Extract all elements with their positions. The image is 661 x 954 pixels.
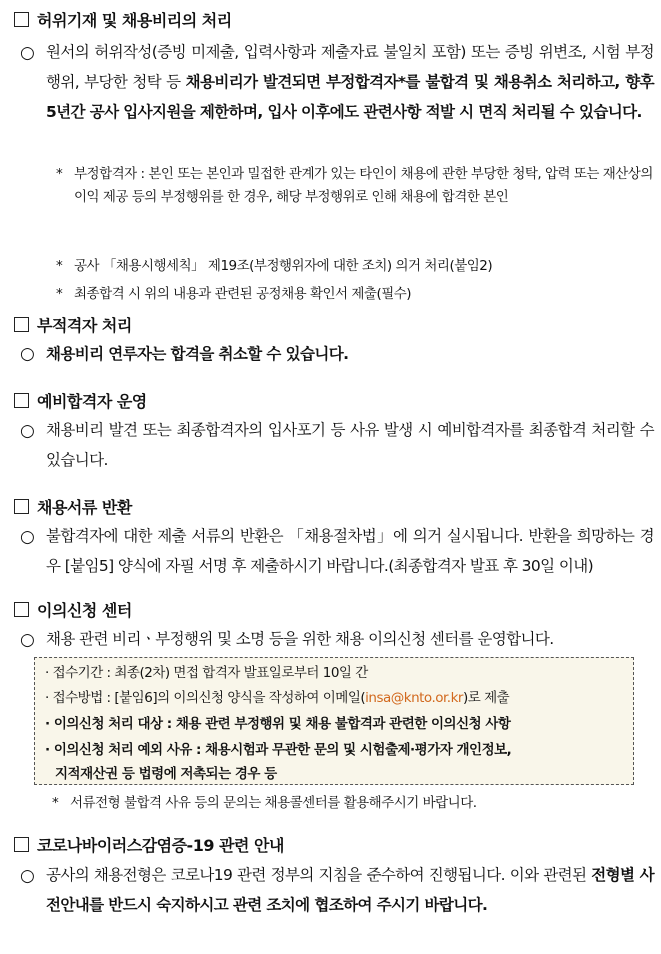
- note-item: [56, 255, 654, 278]
- paragraph-false-entry: [46, 37, 654, 127]
- paragraph-reserve: [46, 415, 654, 475]
- section-title: 허위기재 및 채용비리의 처리: [37, 11, 232, 30]
- circle-bullet-icon: ○: [20, 421, 35, 441]
- callout-line: [45, 686, 509, 706]
- circle-bullet-icon: ○: [20, 43, 35, 63]
- circle-bullet-icon: ○: [20, 344, 35, 364]
- circle-bullet-icon: ○: [20, 527, 35, 547]
- section-heading-doc-return: [14, 495, 132, 518]
- section-heading-covid: [14, 833, 284, 856]
- asterisk-icon: *: [56, 286, 63, 302]
- checkbox-square-icon: [14, 837, 29, 852]
- note-text: 공사 「채용시행세칙」 제19조(부정행위자에 대한 조치) 의거 처리(붙임2): [74, 258, 493, 274]
- asterisk-icon: *: [52, 795, 59, 811]
- note-text: 서류전형 불합격 사유 등의 문의는 채용콜센터를 활용해주시기 바랍니다.: [70, 795, 477, 811]
- email-link[interactable]: insa@knto.or.kr: [365, 690, 463, 706]
- paragraph-text: 공사의 채용전형은 코로나19 관련 정부의 지침을 준수하여 진행됩니다. 이와 관련된: [46, 866, 592, 884]
- paragraph-bold-text: 전형별 사전안내를 반드시 숙지하시고 관련 조치에 협조하여 주시기 바랍니다.: [46, 866, 654, 914]
- note-item: [56, 283, 654, 306]
- section-title: 채용서류 반환: [37, 498, 132, 517]
- section-heading-false-entry: [14, 8, 232, 31]
- section-heading-reserve: [14, 389, 147, 412]
- section-title: 이의신청 센터: [37, 601, 132, 620]
- circle-bullet-icon: ○: [20, 866, 35, 886]
- callout-line: · 이의신청 처리 예외 사유 : 채용시험과 무관한 문의 및 시험출제·평가자 개인정보,: [45, 742, 512, 758]
- paragraph-text: 원서의 허위작성(증빙 미제출, 입력사항과 제출자료 불일치 포함) 또는 증빙 위변조, 시험 부정행위, 부당한 청탁 등: [46, 43, 654, 91]
- callout-line: 지적재산권 등 법령에 저촉되는 경우 등: [55, 766, 277, 782]
- checkbox-square-icon: [14, 393, 29, 408]
- checkbox-square-icon: [14, 602, 29, 617]
- paragraph-text: 불합격자에 대한 제출 서류의 반환은 「채용절차법」에 의거 실시됩니다. 반환을 희망하는 경우 [붙임5] 양식에 자필 서명 후 제출하시기 바랍니다.(최종합격자 발표 후 30일 이내): [46, 527, 654, 575]
- note-text: 최종합격 시 위의 내용과 관련된 공정채용 확인서 제출(필수): [74, 286, 412, 302]
- asterisk-icon: *: [56, 258, 63, 274]
- note-text: 부정합격자 : 본인 또는 본인과 밀접한 관계가 있는 타인이 채용에 관한 부당한 청탁, 압력 또는 재산상의 이익 제공 등의 부정행위를 한 경우, 해당 부정행위로 인해 채용에 합격한 본인: [74, 166, 653, 205]
- checkbox-square-icon: [14, 499, 29, 514]
- paragraph-bold-text: 채용비리 연루자는 합격을 취소할 수 있습니다.: [46, 345, 349, 363]
- appeal-info-box: [34, 657, 634, 785]
- paragraph-bold-text: 채용비리가 발견되면 부정합격자*를 불합격 및 채용취소 처리하고, 향후 5년간 공사 입사지원을 제한하며, 입사 이후에도 관련사항 적발 시 면직 처리될 수 있습니다.: [46, 73, 655, 121]
- note-item: [56, 163, 654, 208]
- checkbox-square-icon: [14, 317, 29, 332]
- paragraph-covid: [46, 860, 654, 920]
- paragraph-text: 채용 관련 비리ㆍ부정행위 및 소명 등을 위한 채용 이의신청 센터를 운영합니다.: [46, 630, 554, 648]
- circle-bullet-icon: ○: [20, 630, 35, 650]
- section-heading-appeal-center: [14, 598, 132, 621]
- paragraph-ineligible: [46, 339, 654, 369]
- paragraph-doc-return: [46, 521, 654, 581]
- checkbox-square-icon: [14, 12, 29, 27]
- section-heading-ineligible: [14, 313, 132, 336]
- callout-text: · 접수방법 : [붙임6]의 이의신청 양식을 작성하여 이메일(: [45, 690, 366, 706]
- section-title: 예비합격자 운영: [37, 392, 147, 411]
- section-title: 코로나바이러스감염증-19 관련 안내: [37, 836, 284, 855]
- callout-line: · 이의신청 처리 대상 : 채용 관련 부정행위 및 채용 불합격과 관련한 이의신청 사항: [45, 716, 511, 732]
- callout-line: · 접수기간 : 최종(2차) 면접 합격자 발표일로부터 10일 간: [45, 665, 368, 681]
- note-item: [52, 792, 650, 815]
- callout-text: )로 제출: [462, 690, 510, 706]
- section-title: 부적격자 처리: [37, 316, 132, 335]
- paragraph-text: 채용비리 발견 또는 최종합격자의 입사포기 등 사유 발생 시 예비합격자를 최종합격 처리할 수 있습니다.: [46, 421, 654, 469]
- paragraph-appeal-center: [46, 624, 654, 654]
- asterisk-icon: *: [56, 166, 63, 182]
